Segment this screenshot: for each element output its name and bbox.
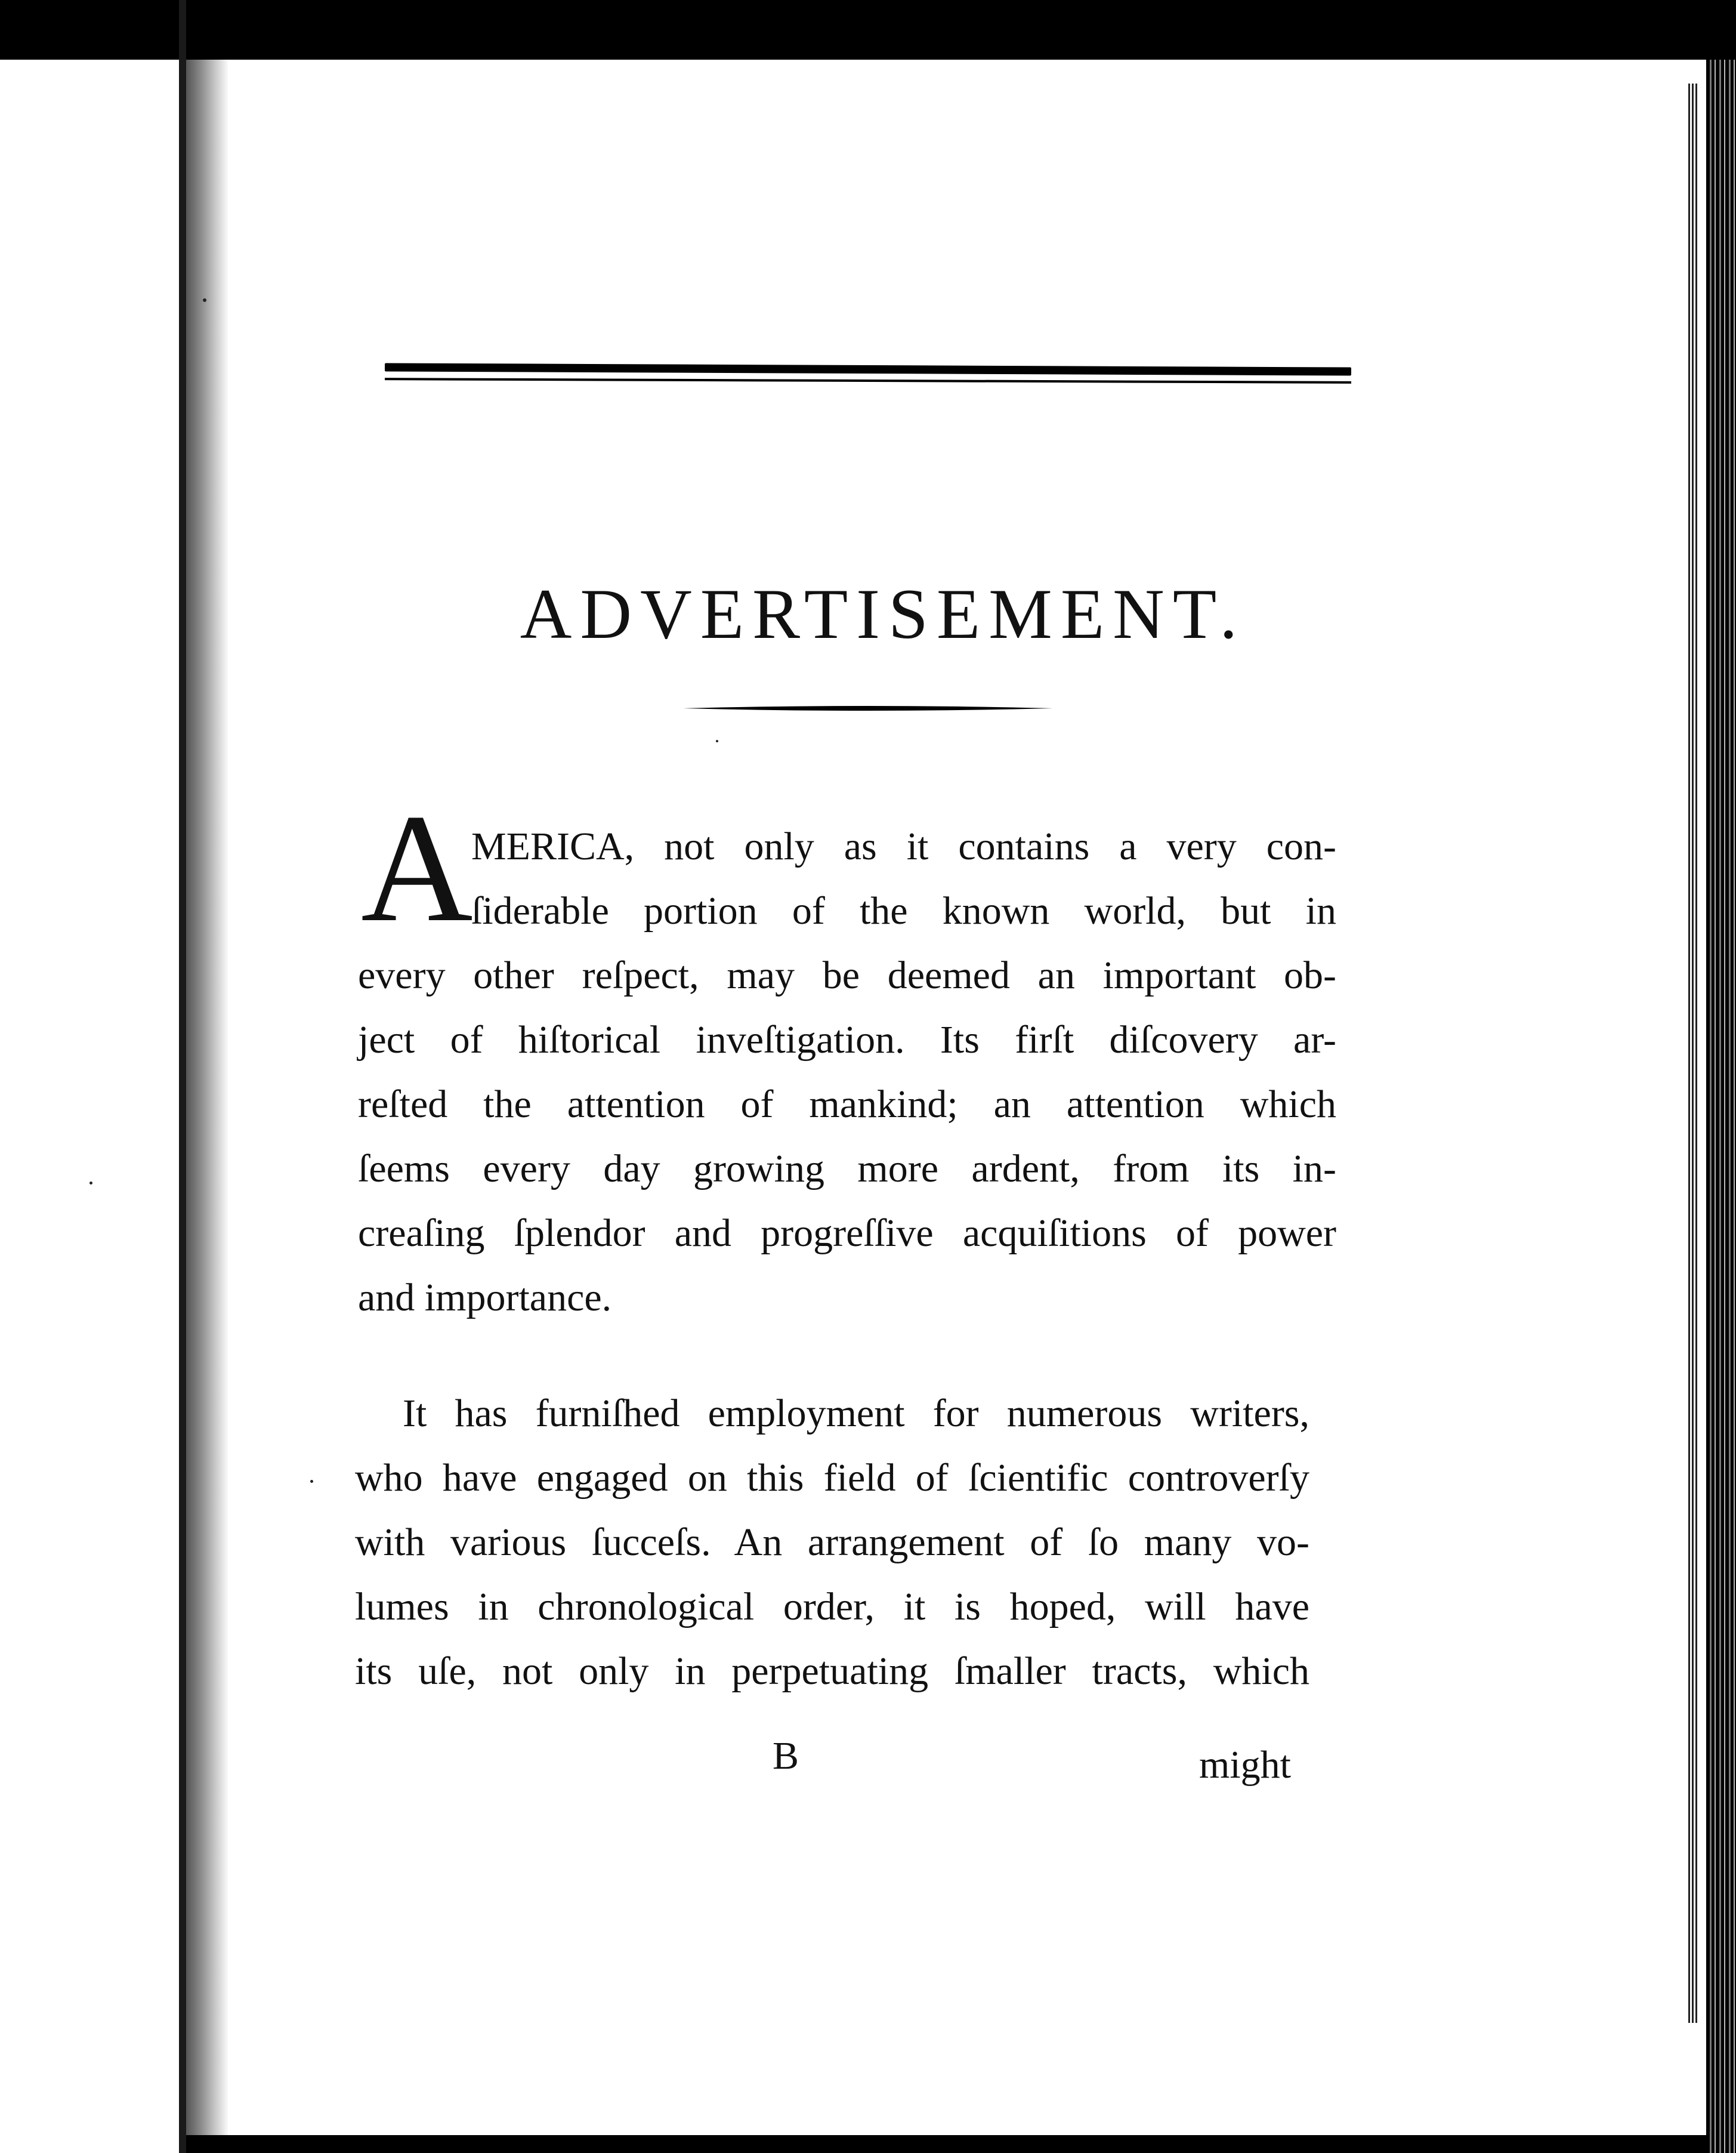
facing-page-margin [0,60,179,2153]
scan-left-edge [179,0,186,2153]
paragraph-line: its uſe, not only in perpetuating ſmaller tracts, which [355,1649,1309,1693]
header-rule-thin [385,378,1351,384]
page-stack-edge [1706,60,1736,2153]
paragraph-line: It has furniſhed employment for numerous writers, [403,1392,1309,1435]
paragraph-line: ſiderable portion of the known world, but in [471,889,1336,933]
scan-bottom-border [186,2135,1706,2153]
scan-speck [310,1480,313,1483]
header-double-rule [385,365,1351,382]
scan-speck [89,1182,92,1185]
paragraph-2 [355,1381,1309,1704]
scan-speck [203,298,206,302]
paragraph-line: lumes in chronological order, it is hoped, will have [355,1585,1309,1628]
header-rule-thick [385,363,1351,375]
paragraph-1 [358,815,1336,1330]
book-gutter-shadow [186,60,228,2136]
paragraph-line: creaſing ſplendor and progreſſive acquiſitions of power [358,1211,1336,1255]
paragraph-line: reſted the attention of mankind; an attention which [358,1082,1336,1126]
scan-speck [716,740,718,742]
page-title: ADVERTISEMENT. [520,574,1246,654]
paragraph-line: ject of hiſtorical inveſtigation. Its firſt diſcovery ar- [358,1018,1336,1062]
signature-mark: B [773,1734,799,1778]
drop-cap: A [361,782,473,954]
paragraph-line: with various ſucceſs. An arrangement of ſo many vo- [355,1520,1309,1564]
catchword: might [1199,1743,1292,1787]
paragraph-line: ſeems every day growing more ardent, from its in- [358,1147,1336,1190]
page-stack-lines [1688,84,1699,2023]
paragraph-line: every other reſpect, may be deemed an important ob- [358,954,1336,997]
scan-top-border [0,0,1736,60]
paragraph-line: and importance. [358,1276,612,1319]
title-ornamental-rule [683,704,1053,712]
paragraph-line: MERICA, not only as it contains a very con- [471,825,1336,868]
paragraph-line: who have engaged on this field of ſcientific controverſy [355,1456,1309,1500]
